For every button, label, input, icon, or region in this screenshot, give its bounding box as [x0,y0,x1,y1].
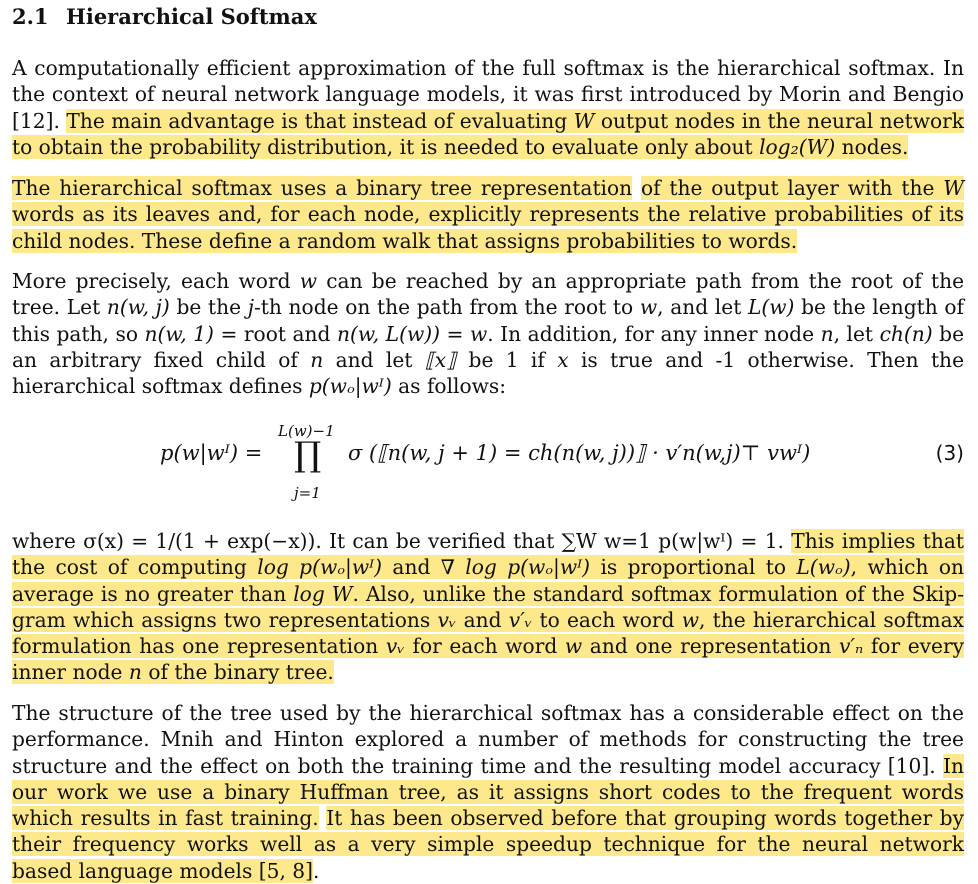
highlight [12,109,964,159]
math-n: n [128,660,142,685]
math-n-w1: n(w, 1) [144,321,214,346]
section-number: 2.1 [12,4,49,29]
math-L-w: L(w) [747,295,795,320]
math-p-wO-wI: p(wₒ|wᴵ) [308,374,392,399]
math-w: w [681,607,699,632]
math-vprime-w: v′ᵥ [508,607,533,632]
p3-text: -th node on the path from the root to [253,295,634,320]
p4-text: where σ(x) = 1/(1 + exp(−x)). It can be verified that ∑W w=1 p(w|wᴵ) = 1. [12,529,784,553]
equation-3 [12,418,964,508]
p4-hl-text: . Also, unlike the standard softmax formulation of the Skip-gram which assigns two representations [12,581,965,632]
math-W: W [573,108,595,133]
p4-hl-text: for every inner node [12,634,965,685]
highlight: In our work we use a binary Huffman tree, as it assigns short codes to the frequent words [12,753,964,804]
p1-hl-2: output nodes in the neural network to obtain the probability distribution, it is needed to evaluate only about [12,108,965,159]
equation-lhs: p(w|wᴵ) = [160,441,263,465]
equation-rhs: σ (⟦n(w, j + 1) = ch(n(w, j))⟧ · v′n(w,j)⊤ vwᴵ) [348,441,811,465]
highlight: The hierarchical softmax uses a binary tree representation [12,176,633,200]
p3-text: , and let [657,295,742,320]
math-log2W: log₂(W) [759,134,836,159]
p3-text: , let [833,321,874,346]
p2-hl-2: of the output layer with the [640,176,935,200]
p5-text: The structure of the tree used by the hierarchical softmax has a considerable effect on the performance. Mnih and Hinton explored a number of methods for constructing the tree structure and the effect on both the training time and the resulting model accuracy [10]. [12,701,964,778]
math-ch-n: ch(n) [879,321,933,346]
p3-text: = root and [220,321,331,346]
math-log-p: log p(wₒ|wᴵ) [257,555,382,580]
paragraph-2 [12,175,964,254]
equation-number: (3) [935,441,964,465]
math-n: n [820,321,834,346]
p4-hl-text: of the binary tree. [148,660,334,685]
paragraph-5 [12,700,964,884]
p1-text: A computationally efficient approximation of the full softmax is the hierarchical softmax. In the context of neural network language models, it was first introduced by Morin and Bengio [12]. [12,56,964,133]
p3-text: can be reached by an appropriate path from the root of the tree. Let [12,269,965,320]
p4-hl-2: and [392,555,431,580]
math-n: n [310,347,324,372]
p4-hl-text: , the hierarchical softmax formulation has one representation [12,607,964,659]
p3-text: as follows: [398,374,507,399]
math-w: w [564,634,583,659]
p3-text: be an arbitrary fixed child of [12,321,965,372]
paragraph-4 [12,528,964,686]
product-upper-limit: L(w)−1 [278,422,335,440]
math-iverson-x: ⟦x⟧ [424,347,457,372]
p3-text: More precisely, each word [12,269,291,293]
p3-text: is true and -1 otherwise. Then the hierarchical softmax defines [12,347,965,399]
math-L-wO: L(wₒ) [796,555,851,580]
p4-hl-text: to each word [539,607,675,632]
section-heading [12,4,317,30]
product-symbol: ∏ [294,435,322,475]
p4-hl-text: , which on average is no greater than [12,555,965,606]
p1-hl-1: The main advantage is that instead of evaluating [66,108,568,133]
math-w: w [299,269,318,293]
p2-hl-3: words as its leaves and, for each node, explicitly represents the relative probabilities of its child nodes. These define a random walk that assigns probabilities to words. [12,202,964,253]
math-j: j [247,295,254,320]
paragraph-3 [12,268,964,399]
highlight: which results in fast training. [12,806,319,831]
p4-hl-text: for each word [412,634,558,659]
product-lower-limit: j=1 [294,484,321,502]
p3-text: . In addition, for any inner node [487,321,815,346]
math-v-w: vᵥ [437,607,457,632]
p4-hl-text: and one representation [589,634,832,659]
math-n-wj: n(w, j) [106,295,170,320]
section-title: Hierarchical Softmax [66,4,317,29]
p3-text: and let [335,347,413,372]
math-vprime-n: v′ₙ [839,634,864,659]
p4-hl-text: and [463,607,502,632]
p4-hl-3: is proportional to [600,555,786,580]
math-W: W [943,176,964,200]
p1-hl-3: nodes. [841,134,909,159]
p3-text: be the length of this path, so [12,295,965,346]
paragraph-1 [12,55,964,160]
math-v-w: vᵥ [385,634,405,659]
math-x: x [557,347,569,372]
math-grad-log-p: ∇ log p(wₒ|wᴵ) [440,555,591,580]
math-n-wLw: n(w, L(w)) = w [336,321,488,346]
p3-text: be the [176,295,242,320]
p5-text: . [313,858,320,883]
p3-text: be 1 if [468,347,545,372]
highlight: It has been observed before that grouping words together by their frequency works well as a very simple speedup technique for the neural network based language models [5, 8] [12,806,964,883]
p4-hl-1: This implies that the cost of computing [12,529,965,580]
math-logW: log W [293,581,353,606]
math-w: w [639,295,658,320]
